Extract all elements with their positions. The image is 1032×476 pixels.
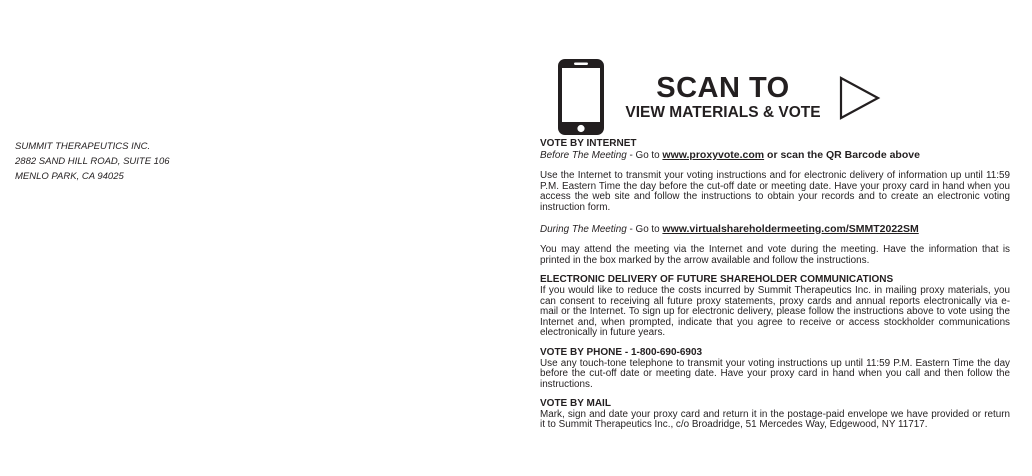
vote-mail-heading: VOTE BY MAIL bbox=[540, 398, 611, 410]
address-city: MENLO PARK, CA 94025 bbox=[15, 171, 124, 182]
before-meeting-sep: - Go to bbox=[626, 149, 663, 161]
before-meeting-body: Use the Internet to transmit your voting instructions and for electronic delivery of information up until 11:59 P.M. Eastern Time the day before the cut-off date or meeting date. Have your proxy card in hand when you access the web site and follow the instructions to obtain your records and to create an electronic voting instruction form. bbox=[540, 170, 1010, 213]
address-company: SUMMIT THERAPEUTICS INC. bbox=[15, 141, 151, 152]
vote-phone-body: Use any touch-tone telephone to transmit your voting instructions up until 11:59 P.M. Eastern Time the day before the cut-off date or meeting date. Have your proxy card in hand when you call and then follow the instructions. bbox=[540, 357, 1010, 390]
vote-internet-heading: VOTE BY INTERNET bbox=[540, 138, 637, 149]
before-meeting-label: Before The Meeting bbox=[540, 149, 627, 161]
electronic-delivery-body: If you would like to reduce the costs incurred by Summit Therapeutics Inc. in mailing proxy materials, you can consent to receiving all future proxy statements, proxy cards and annual reports electronically via e-mail or the Internet. To sign up for electronic delivery, please follow the instructions above to vote using the Internet and, when prompted, indicate that you agree to receive or access stockholder communications electronically in future years. bbox=[540, 284, 1010, 339]
vote-mail-body: Mark, sign and date your proxy card and return it in the postage-paid envelope we have provided or return it to Summit Therapeutics Inc., c/o Broadridge, 51 Mercedes Way, Edgewood, NY 11717. bbox=[540, 408, 1010, 431]
voting-instructions bbox=[540, 139, 1010, 431]
return-address bbox=[15, 139, 170, 184]
phone-icon bbox=[557, 58, 605, 136]
address-street: 2882 SAND HILL ROAD, SUITE 106 bbox=[15, 156, 170, 167]
during-meeting-body: You may attend the meeting via the Internet and vote during the meeting. Have the information that is printed in the box marked by the arrow available and follow the instructions. bbox=[540, 244, 1010, 266]
during-meeting-line bbox=[540, 224, 1010, 236]
electronic-delivery-heading: ELECTRONIC DELIVERY OF FUTURE SHAREHOLDER COMMUNICATIONS bbox=[540, 274, 894, 286]
vote-phone-heading: VOTE BY PHONE - 1-800-690-6903 bbox=[540, 346, 703, 358]
during-meeting-sep: - Go to bbox=[626, 223, 663, 235]
qr-instruction: or scan the QR Barcode above bbox=[764, 148, 920, 161]
proxyvote-link[interactable]: www.proxyvote.com bbox=[662, 148, 765, 161]
during-meeting-label: During The Meeting bbox=[540, 223, 627, 235]
play-arrow-icon bbox=[838, 74, 882, 122]
scan-title: SCAN TO bbox=[656, 72, 790, 104]
virtual-meeting-link[interactable]: www.virtualshareholdermeeting.com/SMMT2022SM bbox=[662, 222, 919, 235]
scan-subtitle: VIEW MATERIALS & VOTE bbox=[625, 104, 821, 121]
before-meeting-line bbox=[540, 150, 1010, 162]
